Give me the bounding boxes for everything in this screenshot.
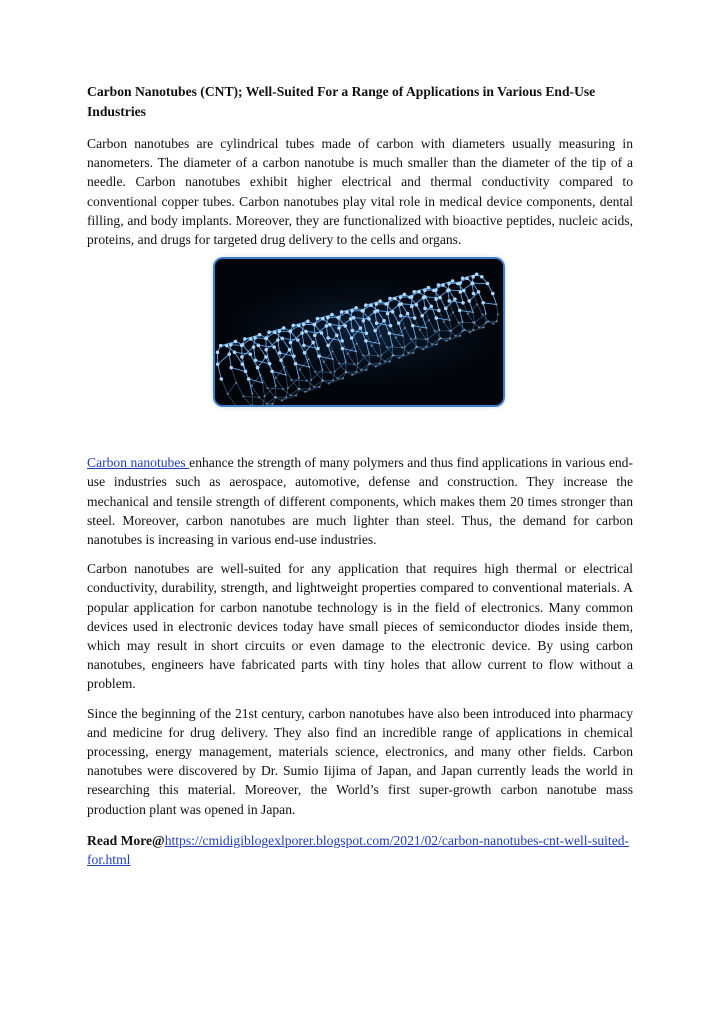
lattice-atom: [487, 320, 489, 322]
lattice-atom: [272, 346, 276, 350]
lattice-atom: [244, 370, 248, 374]
lattice-atom: [292, 355, 296, 359]
lattice-atom: [379, 363, 381, 365]
lattice-atom: [401, 347, 403, 349]
lattice-atom: [395, 337, 397, 339]
lattice-atom: [298, 388, 300, 390]
nanotube-icon: [215, 259, 503, 405]
lattice-atom: [308, 366, 310, 368]
lattice-atom: [462, 289, 466, 293]
lattice-atom: [434, 298, 438, 302]
lattice-atom: [321, 317, 325, 321]
lattice-atom: [288, 330, 292, 334]
lattice-atom: [326, 336, 330, 340]
lattice-atom: [306, 320, 310, 324]
lattice-atom: [419, 329, 421, 331]
lattice-atom: [407, 352, 409, 354]
lattice-atom: [443, 321, 445, 323]
lattice-atom: [461, 321, 463, 323]
lattice-atom: [227, 393, 229, 395]
lattice-atom: [378, 343, 380, 345]
lattice-atom: [303, 351, 307, 355]
lattice-atom: [234, 340, 238, 344]
lattice-atom: [425, 327, 427, 329]
lattice-atom: [240, 355, 244, 359]
lattice-atom: [462, 330, 464, 332]
lattice-atom: [357, 363, 359, 365]
lattice-atom: [328, 382, 330, 384]
lattice-atom: [361, 319, 365, 323]
lattice-atom: [225, 344, 229, 348]
document-page: [87, 82, 633, 869]
lattice-atom: [311, 341, 315, 345]
lattice-atom: [354, 306, 358, 310]
lattice-atom: [342, 377, 344, 379]
lattice-atom: [270, 370, 274, 374]
lattice-atom: [326, 316, 330, 320]
lattice-atom: [373, 329, 377, 333]
lattice-atom: [295, 394, 297, 396]
lattice-atom: [477, 290, 481, 294]
lattice-atom: [257, 344, 261, 348]
lattice-atom: [272, 403, 274, 405]
lattice-atom: [423, 289, 427, 293]
lattice-atom: [274, 396, 276, 398]
lattice-atom: [256, 366, 260, 370]
lattice-atom: [243, 337, 247, 341]
lattice-atom: [470, 282, 474, 286]
document-title: Carbon Nanotubes (CNT); Well-Suited For a Range of Applications in Various End-Use Industries: [87, 84, 596, 119]
lattice-atom: [241, 363, 245, 367]
lattice-atom: [434, 330, 436, 332]
applications-paragraph: [87, 453, 633, 549]
lattice-atom: [304, 391, 306, 393]
lattice-atom: [364, 304, 368, 308]
lattice-atom: [471, 275, 475, 279]
lattice-atom: [429, 305, 433, 309]
lattice-atom: [216, 351, 220, 355]
lattice-atom: [304, 330, 308, 334]
lattice-atom: [411, 324, 415, 328]
lattice-atom: [436, 343, 438, 345]
lattice-atom: [480, 275, 484, 279]
lattice-atom: [219, 344, 223, 348]
lattice-atom: [249, 337, 253, 341]
lattice-atom: [476, 304, 478, 306]
lattice-atom: [355, 371, 357, 373]
lattice-atom: [438, 296, 442, 300]
lattice-atom: [369, 304, 373, 308]
lattice-atom: [368, 353, 370, 355]
lattice-atom: [445, 340, 447, 342]
lattice-atom: [300, 331, 304, 335]
lattice-atom: [427, 338, 429, 340]
lattice-atom: [374, 302, 378, 306]
lattice-atom: [459, 290, 463, 294]
lattice-atom: [459, 335, 461, 337]
lattice-atom: [365, 332, 369, 336]
lattice-atom: [413, 316, 417, 320]
lattice-atom: [475, 273, 479, 277]
lattice-atom: [287, 387, 289, 389]
lattice-atom: [313, 334, 317, 338]
lattice-atom: [252, 346, 256, 350]
lattice-atom: [461, 301, 465, 305]
lattice-atom: [289, 341, 293, 345]
lattice-atom: [399, 314, 403, 318]
lattice-atom: [264, 355, 268, 359]
lattice-atom: [467, 313, 469, 315]
lattice-atom: [279, 359, 283, 363]
lattice-atom: [386, 302, 390, 306]
lattice-atom: [266, 403, 268, 405]
history-paragraph: Since the beginning of the 21st century, carbon nanotubes have also been introduced into pharmacy and medicine for drug delivery. They also find an incredible range of applications in chemical processing, energy management, materials science, electronics, and many other fields. Carbon nanotubes were discovered by Dr. Sumio Iijima of Japan, and Japan currently leads the world in researching this material. Moreover, the World’s first super-growth carbon nanotube mass production plant was opened in Japan.: [87, 705, 633, 817]
lattice-atom: [458, 309, 462, 313]
lattice-atom: [465, 277, 469, 281]
lattice-atom: [388, 297, 392, 301]
lattice-atom: [449, 319, 451, 321]
lattice-atom: [282, 326, 286, 330]
lattice-atom: [426, 346, 428, 348]
lattice-atom: [332, 379, 334, 381]
lattice-atom: [371, 345, 373, 347]
lattice-atom: [420, 314, 424, 318]
lattice-atom: [453, 298, 457, 302]
lattice-atom: [481, 301, 485, 305]
lattice-atom: [398, 357, 400, 359]
lattice-atom: [275, 377, 277, 379]
lattice-atom: [338, 363, 340, 365]
lattice-atom: [449, 330, 451, 332]
lattice-atom: [275, 385, 277, 387]
lattice-atom: [472, 292, 476, 296]
lattice-atom: [220, 377, 224, 381]
lattice-atom: [310, 379, 312, 381]
lattice-atom: [380, 335, 382, 337]
lattice-atom: [264, 348, 268, 352]
lattice-atom: [486, 282, 490, 286]
lattice-atom: [425, 338, 427, 340]
lattice-atom: [403, 346, 405, 348]
lattice-atom: [393, 297, 397, 301]
carbon-nanotubes-link[interactable]: Carbon nanotubes: [87, 455, 190, 471]
lattice-atom: [296, 338, 300, 342]
lattice-atom: [422, 348, 424, 350]
lattice-atom: [382, 319, 386, 323]
lattice-atom: [457, 322, 459, 324]
lattice-atom: [233, 351, 237, 355]
lattice-atom: [254, 359, 258, 363]
lattice-atom: [350, 336, 354, 340]
lattice-atom: [391, 310, 395, 314]
lattice-atom: [282, 388, 284, 390]
intro-paragraph: Carbon nanotubes are cylindrical tubes made of carbon with diameters usually measuring in nanometers. The diameter of a carbon nanotube is much smaller than the diameter of the tip of a needle. Carbon nanotubes exhibit higher electrical and thermal conductivity compared to conventional copper tubes. Carbon nanotubes play vital role in medical device components, dental filling, and body implants. Moreover, they are functionalized with bioactive peptides, nucleic acids, proteins, and drugs for targeted drug delivery to the cells and organs.: [87, 136, 633, 248]
lattice-atom: [240, 344, 244, 348]
lattice-atom: [229, 366, 233, 370]
read-more-label: Read More@: [87, 832, 165, 848]
lattice-atom: [294, 362, 298, 366]
lattice-atom: [388, 332, 392, 336]
lattice-atom: [454, 335, 456, 337]
lattice-atom: [253, 336, 257, 340]
lattice-atom: [438, 329, 440, 331]
lattice-atom: [285, 396, 287, 398]
lattice-atom: [458, 282, 462, 286]
lattice-atom: [496, 320, 498, 322]
lattice-atom: [345, 310, 349, 314]
lattice-atom: [461, 277, 465, 281]
lattice-atom: [345, 361, 347, 363]
lattice-atom: [391, 345, 393, 347]
read-more-link[interactable]: https://cmidigiblogexlporer.blogspot.com/2021/02/carbon-nanotubes-cnt-well-suited-for.html: [87, 832, 630, 868]
lattice-atom: [289, 394, 291, 396]
lattice-atom: [377, 355, 379, 357]
lattice-atom: [337, 316, 341, 320]
lattice-atom: [321, 379, 323, 381]
lattice-atom: [412, 290, 416, 294]
lattice-atom: [417, 290, 421, 294]
lattice-atom: [332, 358, 334, 360]
lattice-atom: [386, 312, 390, 316]
lattice-atom: [441, 283, 445, 287]
lattice-atom: [351, 329, 355, 333]
lattice-atom: [356, 343, 358, 345]
lattice-atom: [469, 331, 471, 333]
lattice-atom: [333, 371, 335, 373]
lattice-atom: [412, 352, 414, 354]
lattice-atom: [316, 317, 320, 321]
lattice-atom: [281, 400, 283, 402]
lattice-atom: [367, 317, 371, 321]
lattice-atom: [380, 354, 382, 356]
lattice-atom: [343, 324, 347, 328]
lattice-atom: [341, 347, 345, 351]
lattice-atom: [273, 331, 277, 335]
lattice-atom: [330, 372, 332, 374]
lattice-atom: [428, 319, 430, 321]
lattice-atom: [355, 351, 357, 353]
lattice-atom: [321, 369, 323, 371]
lattice-atom: [326, 344, 330, 348]
lattice-atom: [306, 380, 308, 382]
lattice-atom: [345, 371, 347, 373]
lattice-atom: [259, 374, 261, 376]
lattice-atom: [447, 299, 451, 303]
lattice-atom: [431, 343, 433, 345]
lattice-atom: [386, 346, 388, 348]
lattice-bond: [339, 364, 354, 365]
lattice-atom: [403, 293, 407, 297]
lattice-atom: [360, 369, 362, 371]
lattice-atom: [491, 292, 495, 296]
carbon-nanotube-illustration: [215, 259, 503, 405]
lattice-atom: [330, 313, 334, 317]
lattice-atom: [313, 323, 317, 327]
lattice-atom: [328, 323, 332, 327]
lattice-atom: [404, 327, 406, 329]
lattice-atom: [485, 313, 487, 315]
lattice-atom: [397, 303, 401, 307]
lattice-atom: [446, 289, 450, 293]
lattice-atom: [288, 348, 292, 352]
lattice-atom: [497, 314, 499, 316]
lattice-atom: [402, 354, 404, 356]
lattice-atom: [397, 322, 401, 326]
lattice-atom: [318, 386, 320, 388]
lattice-atom: [216, 363, 220, 367]
lattice-atom: [261, 382, 263, 384]
lattice-atom: [384, 360, 386, 362]
lattice-atom: [406, 312, 410, 316]
lattice-atom: [437, 283, 441, 287]
lattice-atom: [423, 307, 427, 311]
lattice-atom: [337, 326, 341, 330]
lattice-atom: [258, 333, 262, 337]
lattice-atom: [264, 337, 268, 341]
lattice-atom: [242, 395, 244, 397]
electronics-paragraph: Carbon nanotubes are well-suited for any application that requires high thermal or electrical conductivity, durability, strength, and lightweight properties compared to conventional materials. A popular application for carbon nanotube technology is in the field of electronics. Many common devices used in electronic devices today have small pieces of semiconductor diodes inside them, which may result in short circuits or even damage to the electronic device. By using carbon nanotubes, engineers have fabricated parts with tiny holes that allow current to flow without a problem.: [87, 561, 633, 692]
lattice-atom: [463, 329, 465, 331]
lattice-atom: [361, 309, 365, 313]
lattice-atom: [336, 377, 338, 379]
lattice-atom: [472, 311, 474, 313]
lattice-atom: [258, 397, 260, 399]
lattice-atom: [251, 393, 253, 395]
lattice-atom: [350, 309, 354, 313]
lattice-atom: [472, 329, 474, 331]
lattice-atom: [467, 299, 471, 303]
lattice-atom: [353, 363, 355, 365]
lattice-atom: [349, 317, 353, 321]
lattice-atom: [317, 355, 321, 359]
lattice-atom: [299, 369, 301, 371]
lattice-atom: [297, 324, 301, 328]
lattice-atom: [325, 324, 329, 328]
lattice-atom: [285, 374, 287, 376]
lattice-atom: [378, 300, 382, 304]
lattice-atom: [410, 295, 414, 299]
lattice-atom: [437, 309, 441, 313]
lattice-atom: [373, 310, 377, 314]
lattice-atom: [290, 379, 292, 381]
lattice-atom: [277, 330, 281, 334]
lattice-atom: [268, 362, 272, 366]
lattice-atom: [416, 346, 418, 348]
lattice-atom: [415, 337, 417, 339]
lattice-atom: [323, 361, 325, 363]
lattice-atom: [283, 366, 285, 368]
lattice-atom: [452, 311, 454, 313]
lattice-atom: [365, 369, 367, 371]
lattice-atom: [389, 360, 391, 362]
lattice-atom: [451, 279, 455, 283]
lattice-atom: [434, 316, 438, 320]
lattice-atom: [340, 310, 344, 314]
lattice-atom: [251, 385, 253, 387]
lattice-atom: [309, 388, 311, 390]
lattice-atom: [481, 314, 483, 316]
lattice-atom: [485, 322, 487, 324]
lattice-atom: [314, 371, 316, 373]
lattice-atom: [478, 326, 480, 328]
lattice-atom: [392, 354, 394, 356]
lattice-atom: [427, 286, 431, 290]
lattice-atom: [291, 324, 295, 328]
lattice-atom: [440, 337, 442, 339]
lattice-atom: [422, 296, 426, 300]
lattice-atom: [227, 353, 231, 357]
lattice-atom: [280, 337, 284, 341]
lattice-atom: [375, 365, 377, 367]
lattice-atom: [369, 363, 371, 365]
lattice-atom: [399, 296, 403, 300]
figure-spacer: [87, 405, 633, 453]
lattice-atom: [316, 347, 320, 351]
lattice-atom: [444, 307, 448, 311]
lattice-atom: [266, 387, 268, 389]
lattice-atom: [359, 326, 363, 330]
read-more: [87, 831, 633, 869]
lattice-atom: [302, 323, 306, 327]
lattice-atom: [389, 324, 393, 328]
lattice-atom: [410, 305, 414, 309]
lattice-atom: [375, 322, 379, 326]
lattice-atom: [313, 386, 315, 388]
lattice-atom: [447, 282, 451, 286]
lattice-atom: [364, 339, 368, 343]
lattice-atom: [402, 335, 404, 337]
lattice-atom: [340, 339, 344, 343]
lattice-atom: [298, 377, 300, 379]
applications-text: enhance the strength of many polymers and thus find applications in various end-use industries such as aerospace, automotive, defense and construction. They increase the mechanical and tensile strength of different components, which makes them 20 times stronger than steel. Moreover, carbon nanotubes are much lighter than steel. Thus, the demand for carbon nanotubes is increasing in various end-use industries.: [87, 455, 633, 548]
lattice-atom: [472, 322, 474, 324]
lattice-atom: [267, 331, 271, 335]
lattice-atom: [362, 354, 364, 356]
lattice-atom: [307, 358, 309, 360]
lattice-atom: [347, 353, 349, 355]
lattice-atom: [278, 351, 282, 355]
lattice-atom: [449, 337, 451, 339]
lattice-atom: [482, 326, 484, 328]
lattice-atom: [249, 353, 253, 357]
lattice-atom: [263, 395, 265, 397]
lattice-atom: [415, 303, 419, 307]
lattice-atom: [335, 334, 339, 338]
lattice-atom: [302, 344, 306, 348]
lattice-atom: [434, 288, 438, 292]
lattice-atom: [495, 304, 497, 306]
lattice-atom: [320, 331, 324, 335]
lattice-atom: [229, 343, 233, 347]
lattice-atom: [351, 374, 353, 376]
lattice-atom: [492, 323, 494, 325]
lattice-atom: [276, 338, 280, 342]
lattice-atom: [410, 338, 412, 340]
lattice-atom: [247, 377, 251, 381]
lattice-atom: [235, 382, 237, 384]
lattice-atom: [332, 351, 334, 353]
